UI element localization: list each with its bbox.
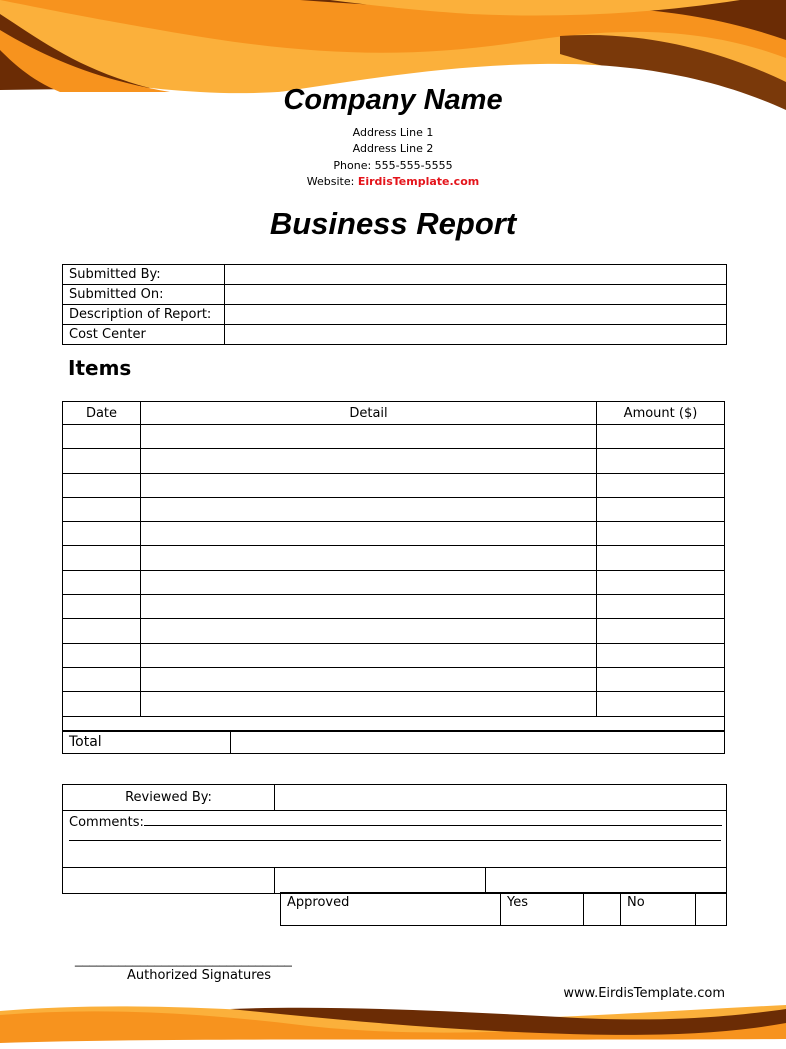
comments-line-2 [69, 840, 721, 841]
amount-cell[interactable] [597, 619, 725, 643]
comments-line-1 [69, 815, 726, 830]
date-cell[interactable] [63, 449, 141, 473]
table-row [63, 643, 725, 667]
phone: Phone: 555-555-5555 [333, 159, 453, 172]
total-field[interactable] [231, 731, 725, 754]
amount-cell[interactable] [597, 643, 725, 667]
description-label: Description of Report: [63, 305, 225, 325]
footer-wave-decoration [0, 1003, 786, 1049]
date-cell[interactable] [63, 643, 141, 667]
spacer-row [63, 716, 725, 731]
amount-cell[interactable] [597, 522, 725, 546]
website-label: Website: [306, 175, 358, 188]
address-line-1: Address Line 1 [352, 126, 434, 139]
review-table [62, 784, 727, 894]
table-row [63, 570, 725, 594]
comments-field[interactable] [63, 811, 727, 868]
date-cell[interactable] [63, 595, 141, 619]
cost-center-label: Cost Center [63, 325, 225, 345]
col-amount-header: Amount ($) [597, 402, 725, 425]
comments-label: Comments: [69, 815, 144, 830]
spacer-cell [63, 716, 725, 731]
footer-url[interactable]: www.EirdisTemplate.com [563, 986, 725, 1001]
signature-label: Authorized Signatures [127, 968, 272, 983]
table-row [63, 449, 725, 473]
submitted-on-label: Submitted On: [63, 285, 225, 305]
detail-cell[interactable] [141, 522, 597, 546]
table-row [63, 473, 725, 497]
detail-cell[interactable] [141, 497, 597, 521]
comments-underline [144, 815, 722, 826]
blank-cell [275, 868, 486, 894]
approval-table [280, 892, 727, 926]
amount-cell[interactable] [597, 425, 725, 449]
table-row [63, 692, 725, 716]
submitted-by-field[interactable] [225, 265, 727, 285]
table-row [63, 497, 725, 521]
submitted-by-label: Submitted By: [63, 265, 225, 285]
table-row [63, 522, 725, 546]
amount-cell[interactable] [597, 449, 725, 473]
date-cell[interactable] [63, 692, 141, 716]
amount-cell[interactable] [597, 497, 725, 521]
reviewed-by-field[interactable] [275, 785, 727, 811]
total-row [63, 731, 725, 754]
website [0, 174, 786, 191]
cost-center-field[interactable] [225, 325, 727, 345]
table-row [63, 325, 727, 345]
detail-cell[interactable] [141, 692, 597, 716]
table-row [63, 265, 727, 285]
col-date-header: Date [63, 402, 141, 425]
blank-cell [486, 868, 727, 894]
date-cell[interactable] [63, 473, 141, 497]
date-cell[interactable] [63, 425, 141, 449]
detail-cell[interactable] [141, 643, 597, 667]
table-row [63, 305, 727, 325]
date-cell[interactable] [63, 522, 141, 546]
no-label: No [621, 893, 696, 926]
total-label: Total [63, 731, 231, 754]
report-info-table [62, 264, 727, 345]
table-row [63, 425, 725, 449]
amount-cell[interactable] [597, 570, 725, 594]
amount-cell[interactable] [597, 473, 725, 497]
table-row [63, 667, 725, 691]
comments-row [63, 811, 727, 868]
detail-cell[interactable] [141, 619, 597, 643]
table-row [63, 619, 725, 643]
amount-cell[interactable] [597, 595, 725, 619]
description-field[interactable] [225, 305, 727, 325]
detail-cell[interactable] [141, 667, 597, 691]
date-cell[interactable] [63, 497, 141, 521]
submitted-on-field[interactable] [225, 285, 727, 305]
date-cell[interactable] [63, 546, 141, 570]
table-row [63, 595, 725, 619]
table-header-row [63, 402, 725, 425]
detail-cell[interactable] [141, 425, 597, 449]
amount-cell[interactable] [597, 692, 725, 716]
detail-cell[interactable] [141, 595, 597, 619]
items-heading: Items [68, 356, 132, 380]
address-line-2: Address Line 2 [352, 142, 434, 155]
reviewed-by-row [63, 785, 727, 811]
detail-cell[interactable] [141, 570, 597, 594]
approved-label: Approved [281, 893, 501, 926]
items-table [62, 401, 725, 732]
signature-line: ______________________________ [75, 952, 292, 967]
report-title: Business Report [269, 206, 517, 241]
blank-cell [63, 868, 275, 894]
detail-cell[interactable] [141, 473, 597, 497]
company-name: Company Name [283, 84, 503, 116]
table-row [63, 546, 725, 570]
detail-cell[interactable] [141, 546, 597, 570]
yes-label: Yes [501, 893, 584, 926]
date-cell[interactable] [63, 619, 141, 643]
date-cell[interactable] [63, 570, 141, 594]
amount-cell[interactable] [597, 667, 725, 691]
total-table [62, 730, 725, 754]
approval-row [281, 893, 727, 926]
detail-cell[interactable] [141, 449, 597, 473]
table-row [63, 285, 727, 305]
no-checkbox[interactable] [696, 893, 727, 926]
yes-checkbox[interactable] [584, 893, 621, 926]
date-cell[interactable] [63, 667, 141, 691]
amount-cell[interactable] [597, 546, 725, 570]
blank-row [63, 868, 727, 894]
reviewed-by-label: Reviewed By: [63, 785, 275, 811]
website-link[interactable]: EirdisTemplate.com [357, 175, 480, 188]
col-detail-header: Detail [141, 402, 597, 425]
